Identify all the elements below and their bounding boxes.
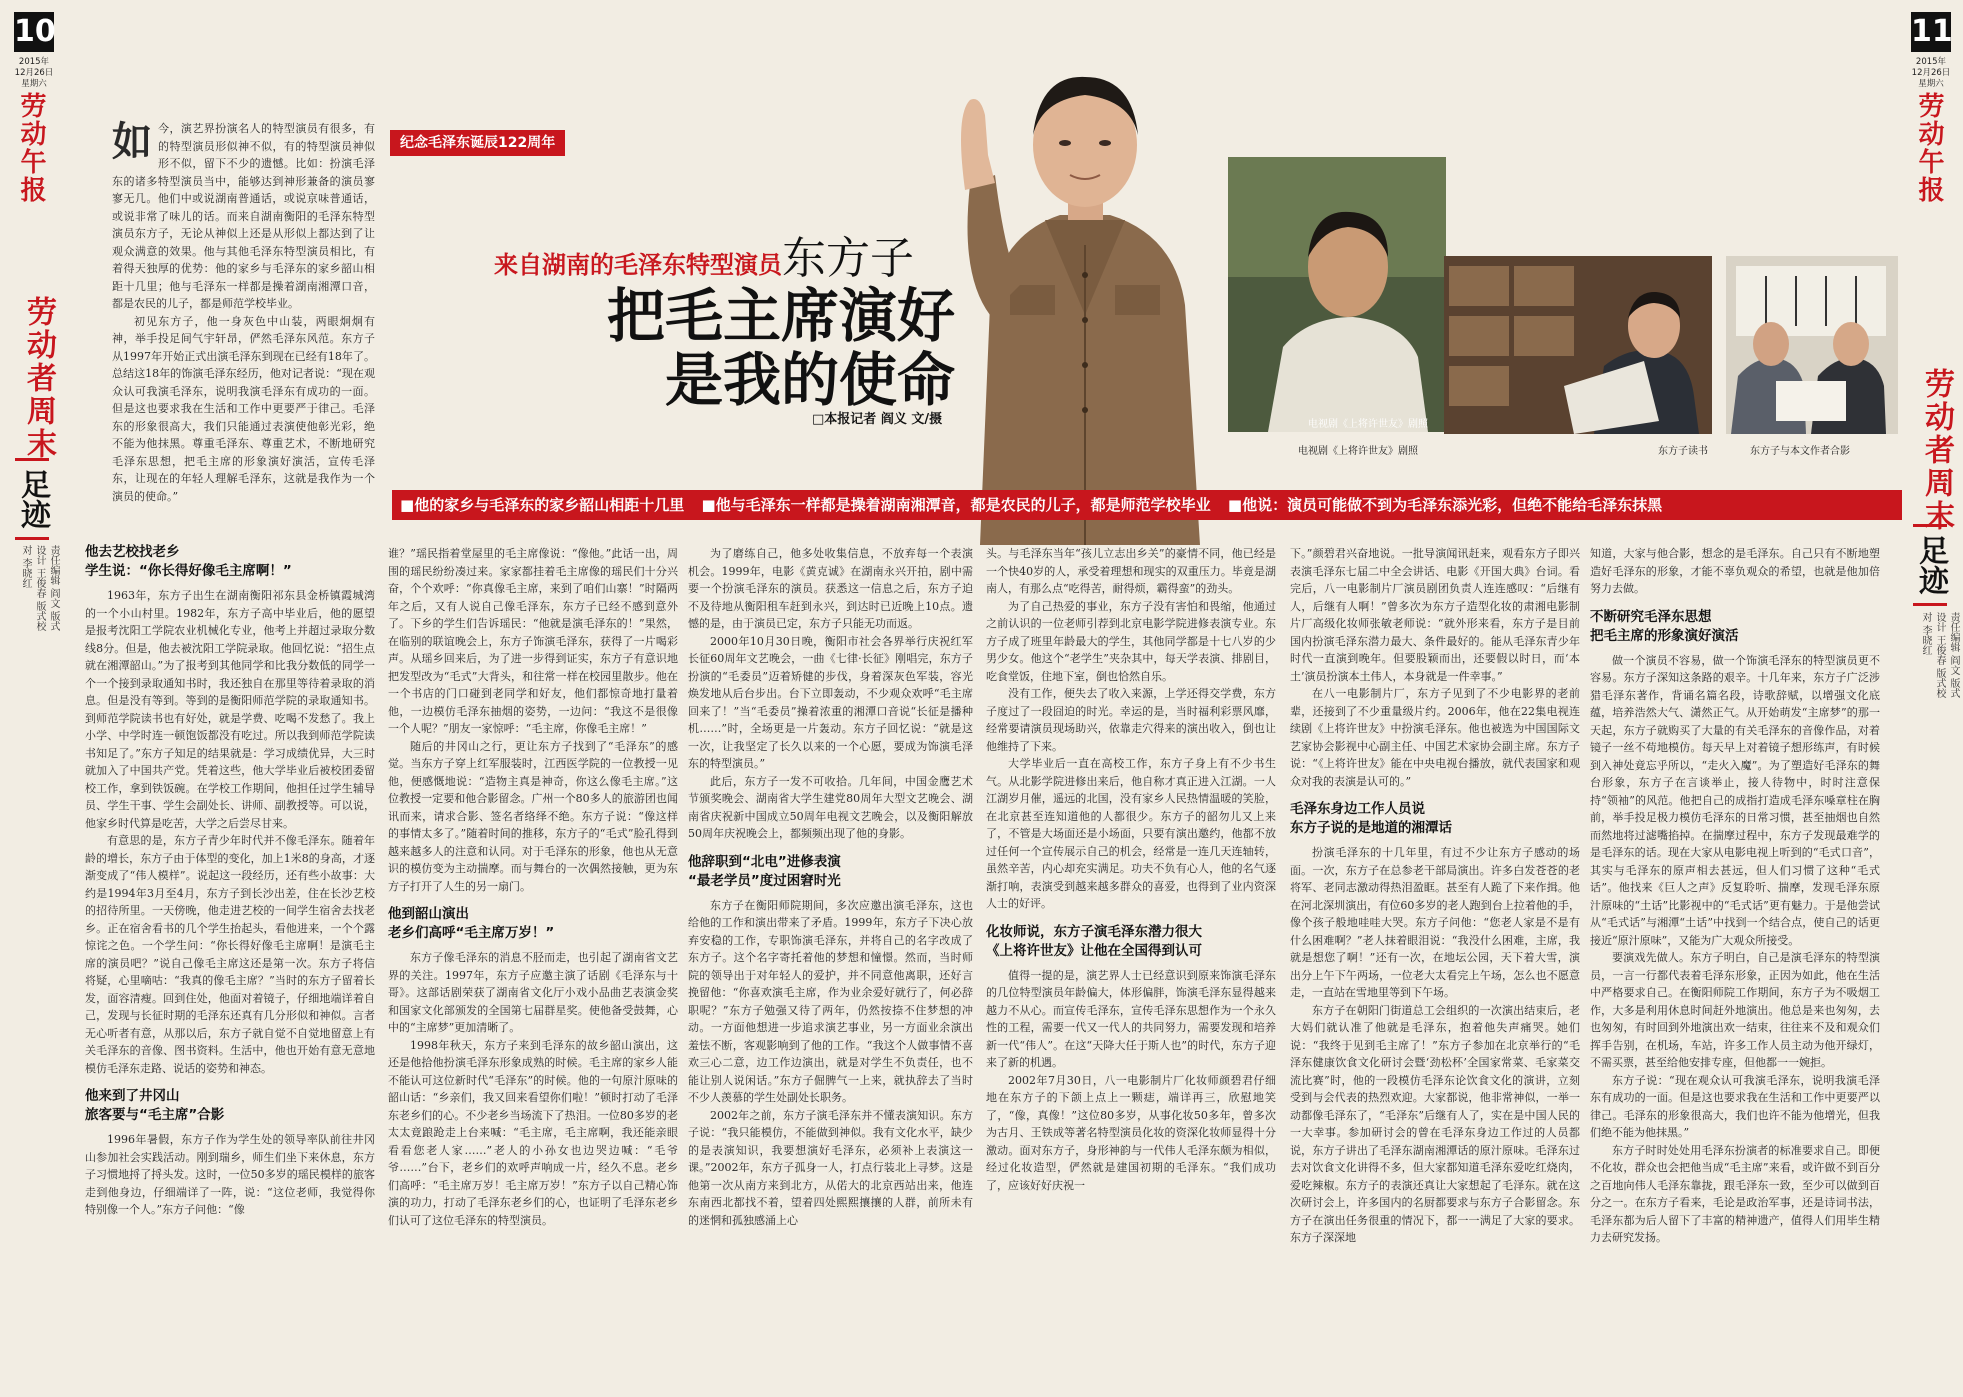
body-paragraph: 为了磨练自己，他多处收集信息，不放弃每一个表演机会。1999年，电影《黄克诚》在湖南永兴开拍，剧中需要一个扮演毛泽东的演员。获悉这一信息之后，东方子迫不及待地从衡阳租车赶到永兴，到达时已近晚上10点。遗憾的是，由于演员已定，东方子只能无功而返。 <box>688 547 973 630</box>
date-day: 12月26日 <box>1911 68 1951 78</box>
reading-illustration <box>1444 256 1712 434</box>
subhead-4-line1: 他辞职到“北电”进修表演 <box>688 853 841 870</box>
tagline-1: 他的家乡与毛泽东的家乡韶山相距十几里 <box>414 496 685 514</box>
body-paragraph: 谁？”瑶民指着堂屋里的毛主席像说：“像他。”此话一出，周围的瑶民纷纷凑过来。家家都挂着毛主席像的瑶民们十分兴奋，个个欢呼：“你真像毛主席，来到了咱们山寨！”时隔两年之后，又有人说自己像毛泽东，东方子已经不感到意外了。下乡的学生们告诉瑶民：“他就是演毛泽东的！”果然，在临别的联谊晚会上，东方子饰演毛泽东，获得了一片喝彩声。从瑶乡回来后，为了进一步得到证实，东方子有意识地把发型改为“毛式”大背头，和往常一样在校园里散步。他在一个书店的门口碰到老同学和好友，他们都惊奇地打量着他，一边模仿毛泽东抽烟的姿势，一边问：“我这不是很像一个人呢？”朋友一家惊呼：“毛主席，你像毛主席！” <box>388 547 678 735</box>
photo-caption: 东方子与本文作者合影 <box>1750 446 1850 457</box>
article-column-3 <box>688 545 973 1383</box>
article-column-4 <box>986 545 1276 1383</box>
body-paragraph: 1963年，东方子出生在湖南衡阳祁东县金桥镇霞城湾的一个小山村里。1982年，东方子高中毕业后，他的愿望是报考沈阳工学院农业机械化专业，他考上并超过录取分数线8分。但是，他去被沈阳工学院录取。他回忆说：“招生点就在湘潭韶山。”为了报考到其他同学和比我分数低的同学一个一个接到录取通知书时，我还独自在那里等待着录取的消息。但是没有等到。等到的是衡阳师范学院的录取通知书。到师范学院读书也有好处，就是学费、吃喝不发愁了。我上小学、中学时连一顿饱饭都没有吃过。所以我到师范学院读书知足了。”东方子知足的结果就是：学习成绩优异，大三时就加入了中国共产党。凭着这些，他大学毕业后被校团委留校工作，拿到铁饭碗。在学校工作期间，他担任过学生辅导员、学生干事、学生会副处长、讲师、副教授等。可以说，他家乡时代算是吃苦，大学之后尝尽甘来。 <box>85 589 375 830</box>
body-paragraph: 东方子在衡阳师院期间，多次应邀出演毛泽东，这也给他的工作和演出带来了矛盾。1999年，东方子下决心放弃安稳的工作，专职饰演毛泽东，并将自己的名字改成了东方子。这个名字寄托着他的梦想和憧憬。然而，当时师院的领导出于对年轻人的爱护，并不同意他离职，还好言挽留他：“你喜欢演毛主席，作为业余爱好就行了，何必辞职呢？”东方子勉强又待了两年，仍然按捺不住梦想的冲动。一方面他想进一步追求演艺事业，另一方面业余演出羞怯不断，客观影响到了他的工作。“我这个人做事情不喜欢三心二意，边工作边演出，就是对学生不负责任，也不能让别人说闲话。”东方子倔脾气一上来，就执辞去了当时不少人羡慕的学生处副处长职务。 <box>688 898 973 1104</box>
section-name: 劳动者周末 <box>21 296 56 461</box>
body-paragraph: 为了自己热爱的事业，东方子没有害怕和畏缩，他通过之前认识的一位老师引荐到北京电影学院进修表演专业。东方子成了班里年龄最大的学生，其他同学都是十七八岁的少男少女。他这个“老学生”夹杂其中，每天学表演、排剧目，吃食堂饭，住地下室，倒也恰然自乐。 <box>986 599 1276 683</box>
portrait-illustration <box>950 55 1220 545</box>
section-name: 劳动者周末 <box>1919 368 1954 533</box>
subhead-3 <box>388 905 678 943</box>
page-number: 10 <box>14 12 54 52</box>
body-paragraph: 下。”颜碧君兴奋地说。一批导演闻讯赶来，观看东方子即兴表演毛泽东七届二中全会讲话、电影《开国大典》台词。看完后，八一电影制片厂演员剧团负责人连连感叹：“后继有人，后继有人啊！”曾多次为东方子造型化妆的肃湘电影制片厂高级化妆师张敏老师说：“就外形来看，东方子是目前国内扮演毛泽东潜力最大、条件最好的。能从毛泽东青少年时代一直演到晚年。但要股颖而出，还要假以时日，而‘本土’演员扮演本土伟人，本身就是一件幸事。” <box>1290 547 1580 683</box>
reading-photo <box>1444 256 1712 434</box>
group-photo <box>1726 256 1898 434</box>
page-number: 11 <box>1911 12 1951 52</box>
body-paragraph: 在八一电影制片厂，东方子见到了不少电影界的老前辈，还接到了不少重量级片约。2006年，他在22集电视连续剧《上将许世友》中扮演毛泽东。他也被选为中国国际文艺家协会影视中心副主任、中国艺术家协会副主席。东方子说：“《上将许世友》能在中央电视台播放，就代表国家和观众对我的表演是认可的。” <box>1290 687 1580 788</box>
body-paragraph: 头。与毛泽东当年“孩儿立志出乡关”的豪情不同，他已经是一个快40岁的人，承受着理想和现实的双重压力。毕竟是湖南人，有那么点“吃得苦，耐得烦，霸得蛮”的劲头。 <box>986 547 1276 595</box>
group-illustration <box>1726 256 1898 434</box>
subhead-7-line1: 不断研究毛泽东思想 <box>1590 608 1712 625</box>
article-column-6 <box>1590 545 1880 1383</box>
page-credits <box>18 545 60 637</box>
body-paragraph: 2000年10月30日晚，衡阳市社会各界举行庆祝红军长征60周年文艺晚会，一曲《七律·长征》刚唱完，东方子扮演的“毛委员”迈着矫健的步伐，身着深灰色军装，容光焕发地从后台步出。台下立即轰动，不少观众欢呼“毛主席回来了！”当“毛委员”操着浓重的湘潭口音说“长征是播种机……”时，全场更是一片轰动。东方子回忆说：“就是这一次，让我坚定了长久以来的一个心愿，要成为饰演毛泽东的特型演员。” <box>688 634 973 770</box>
body-paragraph: 东方子在朝阳门街道总工会组织的一次演出结束后，老大妈们就认准了他就是毛泽东，抱着他失声痛哭。她们说：“我终于见到毛主席了！”东方子参加在北京举行的“毛泽东健康饮食文化研讨会暨‘劲松杯’全国家常菜、毛家菜交流比赛”时，他的一段模仿毛泽东论饮食文化的演讲，立刻受到与会代表的热烈欢迎。大家都说，他非常神似，一举一动都像毛泽东了，“毛泽东”后继有人了，实在是中国人民的一大幸事。参加研讨会的曾在毛泽东身边工作过的人员都说，东方子讲出了毛泽东湖南湘潭话的原汁原味。毛泽东过去对饮食文化讲得不多，但大家都知道毛泽东爱吃红烧肉，爱吃辣椒。东方子的表演还真让大家想起了毛泽东。就在这次研讨会上，许多国内的名厨都要求与东方子合影留念。东方子在演出任务很重的情况下，都一一满足了大家的要求。东方子深深地 <box>1290 1003 1580 1244</box>
credit-design: 版式设计 王俊春 <box>1934 612 1959 699</box>
credit-proof: 版式校对 李晓红 <box>20 545 45 632</box>
subhead-7 <box>1590 608 1880 646</box>
headline-main <box>545 284 955 412</box>
body-paragraph: 随后的井冈山之行，更让东方子找到了“毛泽东”的感觉。当东方子穿上红军服装时，江西医学院的一位教授一见他，便感慨地说：“造物主真是神奇，你这么像毛主席。”这位教授一定要和他合影留念。广州一个80多人的旅游团也闻讯而来，请求合影、签名者络绎不绝。东方子说：“像这样的事情太多了。”随着时间的推移，东方子的“毛式”脸孔得到越来越多人的注意和认同。对于毛泽东的形象，他也从无意识的模仿变为主动揣摩。而与舞台的一次偶然接触，更为东方子打开了人生的另一扇门。 <box>388 739 678 893</box>
byline-box-icon: □ <box>812 412 825 427</box>
article-column-5 <box>1290 545 1580 1383</box>
photo-caption: 电视剧《上将许世友》剧照 <box>1298 446 1418 457</box>
subhead-5 <box>986 923 1276 961</box>
subhead-2-line1: 他来到了井冈山 <box>85 1088 180 1104</box>
credit-proof: 版式校对 李晓红 <box>1920 612 1945 699</box>
intro-paragraph-2: 初见东方子，他一身灰色中山装，两眼炯炯有神，举手投足间气宇轩昂，俨然毛泽东风范。东方子从1997年开始正式出演毛泽东到现在已经有18年了。总结这18年的饰演毛泽东经历，他对记者说：“现在观众认可我演毛泽东，说明我演毛泽东有成功的一面。但是这也要求我在生活和工作中更要严于律己。毛泽东的形象很高大，我们只能通过表演使他彰光彩，绝不能为他抹黑。尊重毛泽东、尊重艺术，不断地研究毛泽东思想，把毛主席的形象演好演活，宣传毛泽东，让现在的年轻人理解毛泽东，这就是我作为一个演员的使命。” <box>112 314 375 503</box>
intro-paragraph: 今，演艺界扮演名人的特型演员有很多，有的特型演员形似神不似，有的特型演员神似形不似，留下不少的遗憾。比如：扮演毛泽东的诸多特型演员当中，能够达到神形兼备的演员寥寥无几。他们中或说湖南普通话，或说京味普通话，或说非常了味儿的话。而来自湖南衡阳的毛泽东特型演员东方子，无论从神似上还是从形似上都达到了让观众满意的效果。他与其他毛泽东特型演员相比，有着得天独厚的优势：他的家乡与毛泽东的家乡韶山相距十几里；他与毛泽东一样都是操着湖南湘潭口音，都是农民的儿子，都是师范学校毕业。 <box>112 122 375 310</box>
subhead-6-line1: 毛泽东身边工作人员说 <box>1290 801 1425 817</box>
subhead-2 <box>85 1087 375 1125</box>
body-paragraph: 值得一提的是，演艺界人士已经意识到原来饰演毛泽东的几位特型演员年龄偏大，体形偏胖，饰演毛泽东显得越来越力不从心。而宣传毛泽东，宣传毛泽东思想作为一个永久性的工程，需要一代又一代人的共同努力，需要发现和培养新一代“伟人”。在这“天降大任于斯人也”的时代，东方子迎来了新的机遇。 <box>986 968 1276 1069</box>
subhead-2-line2: 旅客要与“毛主席”合影 <box>85 1107 225 1123</box>
kicker-name: 东方子 <box>782 233 914 284</box>
body-paragraph: 1996年暑假，东方子作为学生处的领导率队前往井冈山参加社会实践活动。刚到瑞乡，师生们坐下来休息，东方子习惯地捋了捋头发。这时，一位50多岁的瑶民模样的旅客走到他身边，仔细端详了一阵，说：“这位老师，我觉得你特别像一个人。”东方子问他：“像 <box>85 1133 375 1216</box>
body-paragraph: 没有工作，便失去了收入来源，上学还得交学费，东方子度过了一段囧迫的时光。幸运的是，当时福利彩票风靡，经常要请演员现场助兴，依靠走穴得来的演出收入，倒也让他维持了下来。 <box>986 687 1276 753</box>
credit-editor: 责任编辑 阎文 <box>1948 612 1959 676</box>
drop-cap: 如 <box>112 120 152 165</box>
headline-kicker <box>494 222 914 286</box>
headline-line-2: 是我的使命 <box>664 346 955 414</box>
date-weekday: 星期六 <box>21 79 47 89</box>
tagline-2: 他与毛泽东一样都是操着湖南湘潭音，都是农民的儿子，都是师范学校毕业 <box>715 496 1211 514</box>
anniversary-banner: 纪念毛泽东诞辰122周年 <box>390 130 565 156</box>
body-paragraph: 扮演毛泽东的十几年里，有过不少让东方子感动的场面。一次，东方子在总参老干部局演出。许多白发苍苍的老将军、老同志激动得热泪盈眶。甚至有人跪了下来作揖。他在河北深圳演出，有位60多岁的老人跑到台上拉着他的手，像个孩子般地哇哇大哭。东方子问他：“您老人家是不是有什么困难啊？”老人抹着眼泪说：“我没什么困难，主席，我就是想您了啊！”还有一次，在地坛公园，天下着大雪，演出分上午下午两场，一位老大太看完上午场，怎么也不愿意走，一直站在雪地里等到下午场。 <box>1290 846 1580 999</box>
article-column-2 <box>388 545 678 1383</box>
drama-still-illustration <box>1228 157 1446 432</box>
subhead-1-line1: 他去艺校找老乡 <box>85 544 180 560</box>
subhead-3-line2: 老乡们高呼“毛主席万岁！” <box>388 925 555 941</box>
body-paragraph: 知道，大家与他合影，想念的是毛泽东。自己只有不断地塑造好毛泽东的形象，才能不辜负观众的希望，也就是他加倍努力去做。 <box>1590 547 1880 595</box>
issue-date <box>1911 57 1951 90</box>
subhead-6-line2: 东方子说的是地道的湘潭话 <box>1290 820 1452 836</box>
subhead-7-line2: 把毛主席的形象演好演活 <box>1590 627 1739 644</box>
subhead-4 <box>688 853 973 891</box>
subhead-5-line1: 化妆师说，东方子演毛泽东潜力很大 <box>986 923 1202 940</box>
body-paragraph: 东方子说：“现在观众认可我演毛泽东，说明我演毛泽东有成功的一面。但是这也要求我在生活和工作中更要严以律己。毛泽东的形象很高大，我们也许不能为他增光，但我们绝不能为他抹黑。” <box>1590 1073 1880 1139</box>
body-paragraph: 做一个演员不容易，做一个饰演毛泽东的特型演员更不容易。东方子深知这条路的艰辛。十几年来，东方子广泛涉猎毛泽东著作，背诵名篇名段，诗歌辞赋，以增强文化底蕴，培养浩然大气、潇然正气。从开始萌发“主席梦”的那一天起，东方子就购买了大量的有关毛泽东的音像作品，对着镜子一丝不苟地模仿。每天早上对着镜子想形练声，有时候到入神处竟忘乎所以，“走火入魔”。为了塑造好毛泽东的舞台形象，东方子在言谈举止，接人待物中，时时注意保持“领袖”的风范。他把自己的成指打造成毛泽东嗓章柱在胸前，举手投足极力模仿毛泽东的日常习惯，甚至抽烟也自然而然地将过滤嘴掐掉。在揣摩过程中，东方子发现最难学的是毛泽东的话。现在大家从电影电视上听到的“毛式口音”，其实与毛泽东的原声相去甚远，但人们习惯了这种“毛式话”。他找来《巨人之声》反复聆听、揣摩，发现毛泽东原汁原味的“土话”比影视中的“毛式话”更有魅力。于是他尝试从“毛式话”与湘潭“土话”中找到一个结合点，使自己的话更接近“原汁原味”，又能为广大观众所接受。 <box>1590 653 1880 947</box>
headline-line-1: 把毛主席演好 <box>606 282 955 350</box>
tagline-strip <box>392 490 1902 520</box>
photo-caption: 电视剧《上将许世友》剧照 <box>1308 419 1428 430</box>
subhead-4-line2: “最老学员”度过困窘时光 <box>688 872 841 889</box>
tv-drama-still-photo <box>1228 157 1446 432</box>
kicker-text: 来自湖南的毛泽东特型演员 <box>494 251 782 279</box>
subhead-1-line2: 学生说：“你长得好像毛主席啊！” <box>85 563 292 579</box>
credit-design: 版式设计 王俊春 <box>34 545 59 632</box>
subhead-5-line2: 《上将许世友》让他在全国得到认可 <box>986 942 1202 959</box>
byline <box>812 408 942 427</box>
section-tag: 足迹 <box>1913 524 1947 606</box>
subhead-1 <box>85 543 375 581</box>
date-year: 2015年 <box>18 57 50 67</box>
masthead-logo: 劳动午报 <box>1914 92 1944 204</box>
main-portrait-photo <box>950 55 1220 545</box>
subhead-3-line1: 他到韶山演出 <box>388 906 469 922</box>
subhead-6 <box>1290 800 1580 838</box>
article-intro <box>112 120 375 525</box>
article-column-1 <box>85 533 375 1383</box>
body-paragraph: 大学毕业后一直在高校工作，东方子身上有不少书生气。从北影学院进修出来后，他自称才真正进入江湖。一人江湖岁月催，遥远的北国，没有家乡人民热情温暖的笑脸，在北京甚至连知道他的人都很少。东方子的韶勿儿又上来了，不管是大场面还是小场面，只要有演出邀约，他都不放过任何一个宣传展示自己的机会，经常是一连几天连轴转，虽然辛苦，内心却充实满足。功夫不负有心人，他的名气逐渐打响，表演受到越来越多群众的喜爱，也得到了业内资深人士的好评。 <box>986 757 1276 910</box>
section-tag: 足迹 <box>15 458 49 540</box>
credit-editor: 责任编辑 阎文 <box>48 545 59 609</box>
body-paragraph: 东方子像毛泽东的消息不胫而走，也引起了湖南省文艺界的关注。1997年，东方子应邀主演了话剧《毛泽东与十哥》。这部话剧荣获了湖南省文化厅小戏小品曲艺表演金奖和国家文化部颁发的全国第七届群星奖。使他备受鼓舞，心中的“主席梦”更加清晰了。 <box>388 951 678 1034</box>
body-paragraph: 1998年秋天，东方子来到毛泽东的故乡韶山演出，这还是他拾他扮演毛泽东形象成熟的时候。毛主席的家乡人能不能认可这位新时代“毛泽东”的时候。他的一句原汁原味的韶山话：“乡亲们，我又回来看望你们啦！”顿时打动了毛泽东老乡们的心。不少老乡当场流下了热泪。一位80多岁的老太太竟踉跄走上台来喊：“毛主席，毛主席啊，我还能亲眼看看您老人家……”老人的小孙女也边哭边喊：“毛爷爷……”台下，老乡们的欢呼声响成一片，经久不息。老乡们高呼：“毛主席万岁！毛主席万岁！”东方子以自己精心饰演的功力，打动了毛泽东老乡们的心，也证明了毛泽东老乡们认可了这位毛泽东的特型演员。 <box>388 1038 678 1227</box>
square-bullet-icon: ■ <box>400 496 415 514</box>
page-credits <box>1918 612 1960 704</box>
byline-text: 本报记者 阎义 文/摄 <box>824 412 943 427</box>
square-bullet-icon: ■ <box>1227 496 1243 514</box>
photo-caption: 东方子读书 <box>1658 446 1708 457</box>
body-paragraph: 2002年之前，东方子演毛泽东并不懂表演知识。东方子说：“我只能模仿，不能做到神似。我有文化水平，缺少的是表演知识，我要想演好毛泽东，必须补上表演这一课。”2002年，东方子孤身一人，打点行装北上寻梦。这是他第一次从南方来到北方，从偌大的北京西站出来，他连东南西北都找不着，望着四处熙熙攘攘的人群，前所未有的迷惘和孤独感涌上心 <box>688 1108 973 1227</box>
date-day: 12月26日 <box>14 68 54 78</box>
body-paragraph: 东方子时时处处用毛泽东扮演者的标准要求自己。即便不化妆，群众也会把他当成“毛主席”来看，或许做不到百分之百地向伟人毛泽东靠拢，跟毛泽东一致，至少可以做到百分之一。在东方子看来，毛论是政治军事，还是诗词书法，毛泽东都为后人留下了丰富的精神遗产，值得人们用毕生精力去研究发扬。 <box>1590 1143 1880 1244</box>
body-paragraph: 要演戏先做人。东方子明白，自己是演毛泽东的特型演员，一言一行都代表着毛泽东形象，正因为如此，他在生活中严格要求自己。在衡阳师院工作期间，东方子为不吸烟工作，大多是利用休息时间赶外地演出。他总是来也匆匆，去也匆匆，有时回到外地演出欢一结束，往往来不及和观众们挥手告别，在机场，车站，许多工作人员主动为他开绿灯，不需买票，甚至给他安排专座，但他都一一婉拒。 <box>1590 951 1880 1069</box>
date-weekday: 星期六 <box>1918 79 1944 89</box>
masthead-logo: 劳动午报 <box>16 92 46 204</box>
body-paragraph: 有意思的是，东方子青少年时代并不像毛泽东。随着年龄的增长，东方子由于体型的变化，加上1米8的身高，才逐渐变成了“伟人模样”。说起这一段经历，还有些小故事：大约是1994年3月至4月，东方子到长沙出差，住在长沙艺校的招待所里。一天傍晚，他走进艺校的一间学生宿舍去找老乡。正在宿舍看书的几个学生抬起头，看他进来，一个个露惊诧之色。一个学生问：“你长得好像毛主席啊！是演毛主席的演员吧？”说自己像毛主席这还是第一次。东方子将信将疑，心里嘀咕：“我真的像毛主席？”当时的东方子留着长发，面容清瘦。回到住处，他面对着镜子，仔细地端详着自己，发现与长征时期的毛泽东还真有几分形似和神似。言者无心听者有意，从那以后，东方子就自觉不自觉地留意上有关毛泽东的音像、图书资料。生活中，他也开始有意无意地模仿毛泽东走路、说话的姿势和神态。 <box>85 834 375 1075</box>
square-bullet-icon: ■ <box>701 496 716 514</box>
tagline-3: 他说：演员可能做不到为毛泽东添光彩，但绝不能给毛泽东抹黑 <box>1242 496 1663 514</box>
issue-date <box>14 57 54 90</box>
body-paragraph: 此后，东方子一发不可收拾。几年间，中国金鹰艺术节颁奖晚会、湖南省大学生建党80周年大型文艺晚会、湖南省庆祝新中国成立50周年电视文艺晚会，以及衡阳解放50周年庆祝晚会上，都频频出现了他的身影。 <box>688 774 973 840</box>
body-paragraph: 2002年7月30日，八一电影制片厂化妆师颜碧君仔细地在东方子的下颌上点上一颗痣，端详再三，欣慰地笑了，“像，真像！”这位80多岁，从事化妆50多年，曾多次为古月、王铁成等著名特型演员化妆的资深化妆师显得十分激动。面对东方子，身形神韵与一代伟人毛泽东颇为相似，经过化妆造型，俨然就是建国初期的毛泽东。“我们成功了，应该好好庆祝一 <box>986 1073 1276 1192</box>
date-year: 2015年 <box>1915 57 1947 67</box>
